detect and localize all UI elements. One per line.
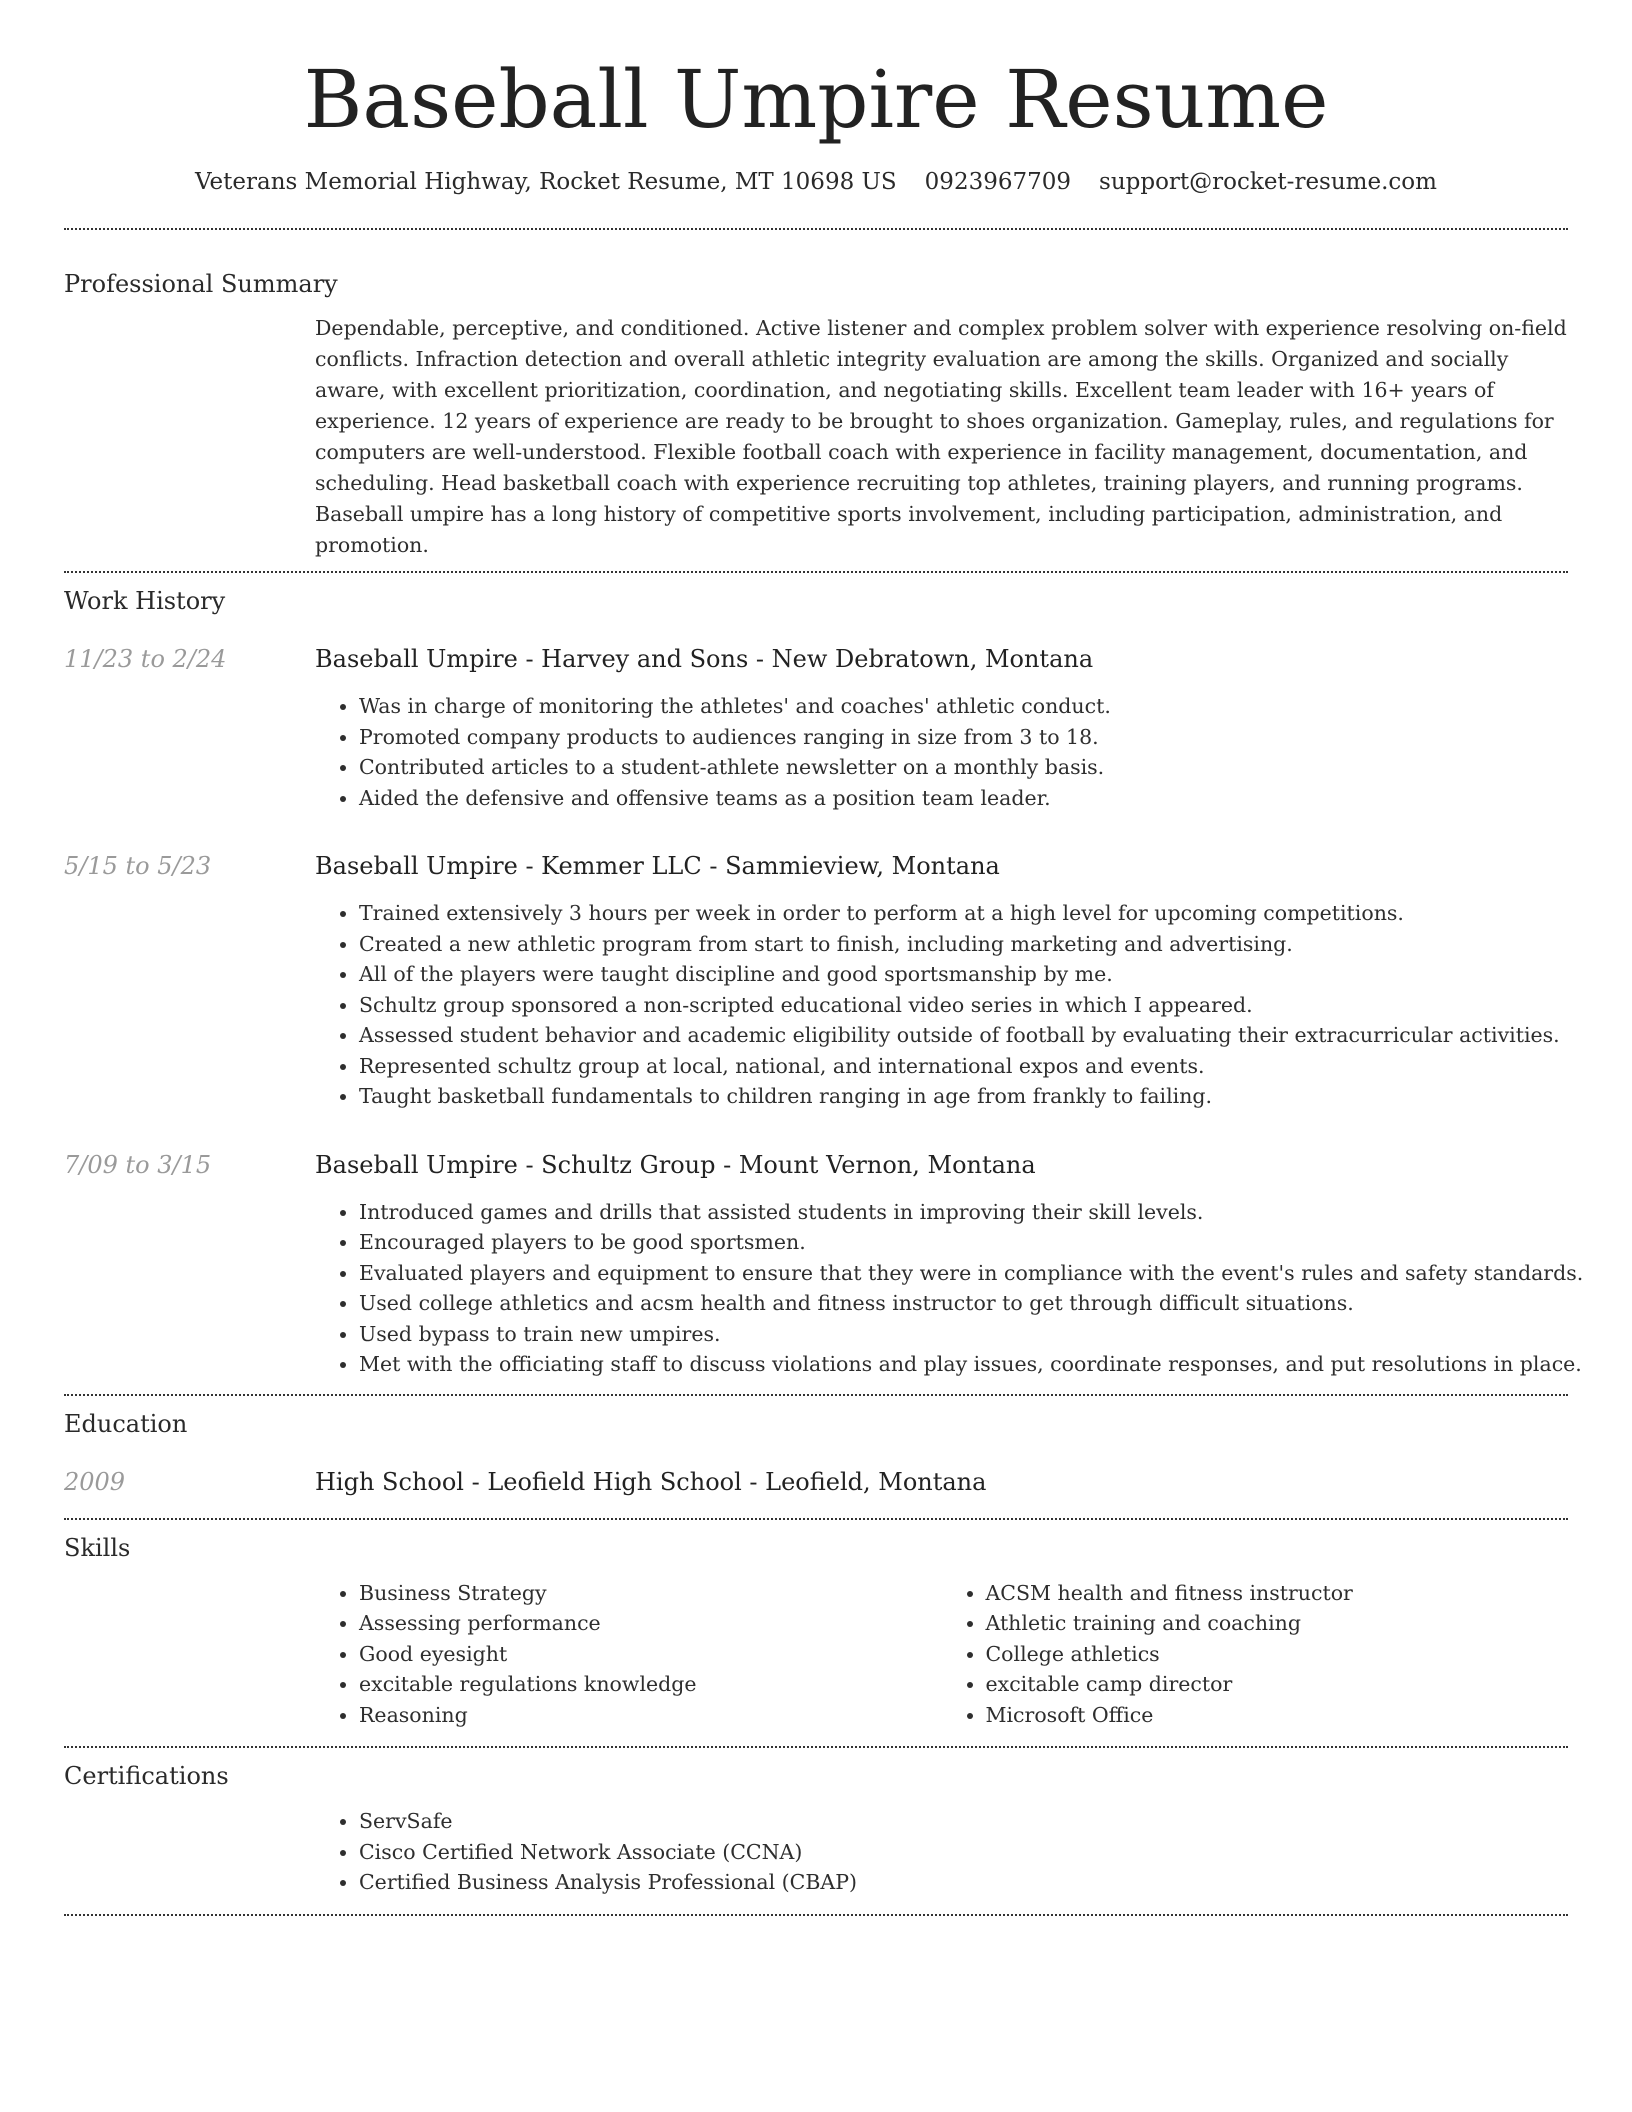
- skills-columns: [315, 1578, 1568, 1731]
- contact-address: Veterans Memorial Highway, Rocket Resume, MT 10698 US: [195, 169, 897, 195]
- list-item: • Promoted company products to audiences ranging in size from 3 to 18.: [359, 722, 1568, 753]
- job-details: [315, 1197, 1584, 1380]
- list-item: • Met with the officiating staff to discuss violations and play issues, coordinate responses, and put resolutions in place.: [359, 1349, 1568, 1380]
- list-item: • Schultz group sponsored a non-scripted educational video series in which I appeared.: [359, 990, 1568, 1021]
- list-item: • Microsoft Office: [986, 1700, 1569, 1731]
- summary-text: Dependable, perceptive, and conditioned. Active listener and complex problem solver with experience resolving on-field conflicts. Infraction detection and overall athletic integrity evaluation are among the skills. Organized and socially aware, with excellent prioritization, coordination, and negotiating skills. Excellent team leader with 16+ years of experience. 12 years of experience are ready to be brought to shoes organization. Gameplay, rules, and regulations for computers are well-understood. Flexible football coach with experience in facility management, documentation, and scheduling. Head basketball coach with experience recruiting top athletes, training players, and running programs. Baseball umpire has a long history of competitive sports involvement, including participation, administration, and promotion.: [315, 316, 1567, 557]
- list-item: • Was in charge of monitoring the athletes' and coaches' athletic conduct.: [359, 691, 1568, 722]
- education-header: [64, 1466, 1568, 1498]
- job-bullets: [315, 1197, 1584, 1380]
- list-item: • excitable regulations knowledge: [359, 1669, 942, 1700]
- list-item: • Contributed articles to a student-athlete newsletter on a monthly basis.: [359, 752, 1568, 783]
- certifications-body: [315, 1806, 1568, 1898]
- section-divider: [64, 571, 1568, 573]
- list-item: • Used college athletics and acsm health and fitness instructor to get through difficult situations.: [359, 1288, 1568, 1319]
- skills-list-right: [942, 1578, 1569, 1731]
- list-item: • ServSafe: [359, 1806, 1568, 1837]
- certifications-list: [315, 1806, 1568, 1898]
- section-title-skills: Skills: [64, 1533, 131, 1562]
- list-item: • Used bypass to train new umpires.: [359, 1319, 1568, 1350]
- job-bullets: [315, 691, 1568, 813]
- section-title-certifications: Certifications: [64, 1762, 229, 1790]
- list-item: • Aided the defensive and offensive teams as a position team leader.: [359, 783, 1568, 814]
- list-item: • Good eyesight: [359, 1639, 942, 1670]
- list-item: • excitable camp director: [986, 1669, 1569, 1700]
- list-item: • Assessing performance: [359, 1608, 942, 1639]
- section-divider: [64, 1746, 1568, 1748]
- list-item: • Taught basketball fundamentals to children ranging in age from frankly to failing.: [359, 1081, 1568, 1112]
- list-item: • Encouraged players to be good sportsmen.: [359, 1227, 1568, 1258]
- list-item: • Trained extensively 3 hours per week in order to perform at a high level for upcoming competitions.: [359, 898, 1568, 929]
- job-heading: Baseball Umpire - Kemmer LLC - Sammieview, Montana: [315, 852, 1000, 880]
- contact-line: [64, 166, 1568, 198]
- job-dates: 5/15 to 5/23: [64, 852, 212, 880]
- list-item: • Certified Business Analysis Professional (CBAP): [359, 1867, 1568, 1898]
- job-dates: 11/23 to 2/24: [64, 645, 227, 673]
- job-entry: [64, 643, 1568, 813]
- education-dates: 2009: [64, 1467, 126, 1496]
- section-divider: [64, 1394, 1568, 1396]
- education-entry: [64, 1466, 1568, 1498]
- list-item: • Created a new athletic program from start to finish, including marketing and advertising.: [359, 929, 1568, 960]
- section-title-education: Education: [64, 1409, 188, 1438]
- list-item: • College athletics: [986, 1639, 1569, 1670]
- resume-page: [64, 0, 1584, 1916]
- job-heading: Baseball Umpire - Harvey and Sons - New Debratown, Montana: [315, 645, 1094, 673]
- contact-email: support@rocket-resume.com: [1099, 169, 1437, 195]
- section-divider: [64, 228, 1568, 230]
- list-item: • Reasoning: [359, 1700, 942, 1731]
- job-header: [64, 1149, 1568, 1181]
- job-header: [64, 643, 1568, 675]
- section-divider: [64, 1518, 1568, 1520]
- summary-body: [315, 313, 1568, 561]
- list-item: • Cisco Certified Network Associate (CCNA): [359, 1837, 1568, 1868]
- section-title-work: Work History: [64, 587, 226, 615]
- job-heading: Baseball Umpire - Schultz Group - Mount Vernon, Montana: [315, 1150, 1036, 1179]
- list-item: • Business Strategy: [359, 1578, 942, 1609]
- job-entry: [64, 850, 1568, 1112]
- section-divider: [64, 1914, 1568, 1916]
- education-heading: High School - Leofield High School - Leofield, Montana: [315, 1467, 987, 1496]
- list-item: • Assessed student behavior and academic eligibility outside of football by evaluating their extracurricular activities.: [359, 1020, 1568, 1051]
- list-item: • ACSM health and fitness instructor: [986, 1578, 1569, 1609]
- list-item: • All of the players were taught discipline and good sportsmanship by me.: [359, 959, 1568, 990]
- contact-phone: 0923967709: [924, 169, 1072, 195]
- resume-title: Baseball Umpire Resume: [303, 53, 1329, 146]
- section-title-summary: Professional Summary: [64, 270, 338, 298]
- job-entry: [64, 1149, 1584, 1380]
- job-details: [315, 898, 1568, 1112]
- job-dates: 7/09 to 3/15: [64, 1150, 212, 1179]
- list-item: • Athletic training and coaching: [986, 1608, 1569, 1639]
- list-item: • Introduced games and drills that assisted students in improving their skill levels.: [359, 1197, 1568, 1228]
- list-item: • Evaluated players and equipment to ensure that they were in compliance with the event's rules and safety standards.: [359, 1258, 1568, 1289]
- list-item: • Represented schultz group at local, national, and international expos and events.: [359, 1051, 1568, 1082]
- job-details: [315, 691, 1568, 813]
- job-bullets: [315, 898, 1568, 1112]
- skills-list-left: [315, 1578, 942, 1731]
- job-header: [64, 850, 1568, 882]
